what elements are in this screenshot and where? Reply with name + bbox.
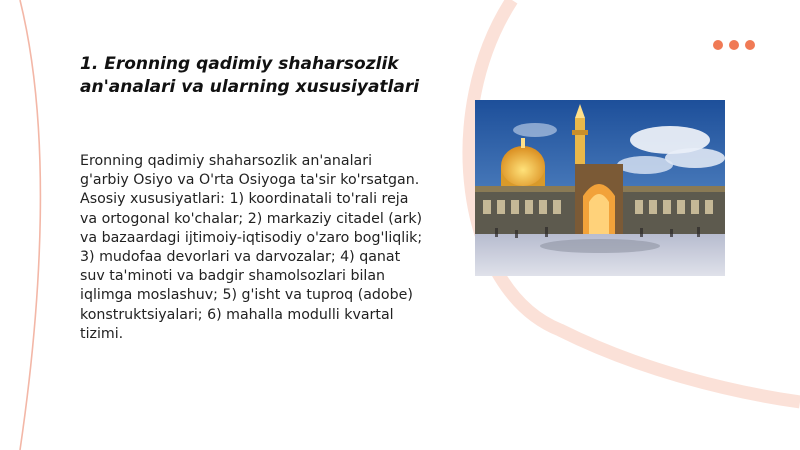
dot (713, 40, 723, 50)
menu-dots-icon[interactable] (713, 40, 755, 50)
slide-body-text: Eronning qadimiy shaharsozlik an'analari g'arbiy Osiyo va O'rta Osiyoga ta'sir ko'rsatgan. Asosiy xususiyatlari: 1) koordinatali to'rali reja va ortogonal ko'chalar; 2) markaziy citadel (ark) va bazaardagi ijtimoiy-iqtisodiy o'zaro bog'liqlik; 3) mudofaa devorlari va darvozalar; 4) qanat suv ta'minoti va badgir shamolsozlari bilan iqlimga moslashuv; 5) g'isht va tuproq (adobe) konstruktsiyalari; 6) mahalla modulli kvartal tizimi. (80, 153, 423, 342)
shrine-photo (475, 100, 725, 276)
dot (729, 40, 739, 50)
left-arc-line (20, 0, 40, 450)
dot (745, 40, 755, 50)
slide-title: 1. Eronning qadimiy shaharsozlik an'analari va ularning xususiyatlari (80, 54, 420, 97)
